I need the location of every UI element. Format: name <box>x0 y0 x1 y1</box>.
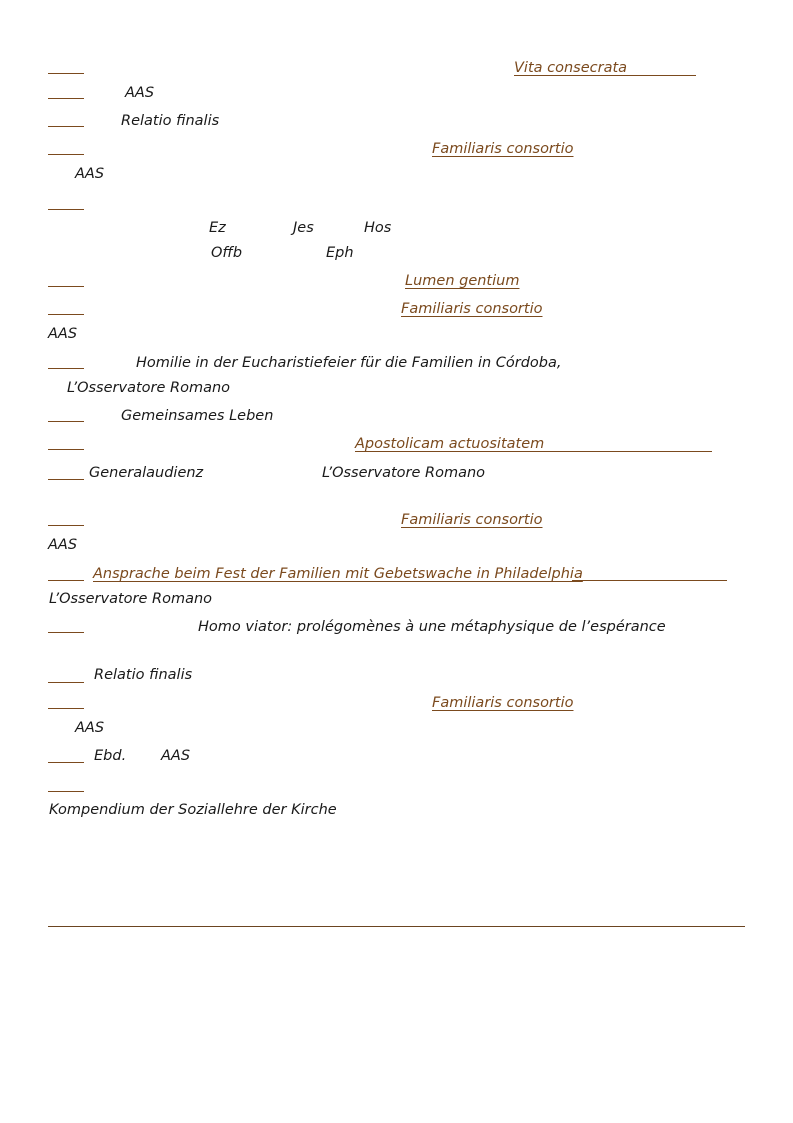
citation-title: Relatio finalis <box>94 667 193 683</box>
footnote-separator-rule <box>48 926 745 927</box>
link-underline-extension <box>572 580 727 581</box>
footnote-blank <box>48 154 84 155</box>
footnote-blank <box>48 209 84 210</box>
bible-book-offb: Offb <box>211 245 243 261</box>
ebd-reference: Ebd. <box>94 748 127 764</box>
footnote-blank <box>48 479 84 480</box>
footnote-blank <box>48 449 84 450</box>
citation-link-familiaris-consortio[interactable]: Familiaris consortio <box>401 301 543 317</box>
newspaper-source: L’Osservatore Romano <box>67 380 231 396</box>
bible-book-hos: Hos <box>364 220 392 236</box>
footnote-blank <box>48 73 84 74</box>
newspaper-source: L’Osservatore Romano <box>49 591 213 607</box>
aas-reference: AAS <box>75 720 105 736</box>
citation-link-familiaris-consortio[interactable]: Familiaris consortio <box>432 695 574 711</box>
footnote-blank <box>48 580 84 581</box>
footnote-blank <box>48 682 84 683</box>
footnote-blank <box>48 286 84 287</box>
bible-book-ez: Ez <box>209 220 226 236</box>
aas-reference: AAS <box>75 166 105 182</box>
footnote-blank <box>48 314 84 315</box>
aas-reference: AAS <box>48 326 78 342</box>
aas-reference: AAS <box>125 85 155 101</box>
footnote-blank <box>48 368 84 369</box>
citation-title: Kompendium der Soziallehre der Kirche <box>49 802 337 818</box>
citation-title: Generalaudienz <box>89 465 204 481</box>
link-underline-extension <box>624 75 696 76</box>
citation-title: Relatio finalis <box>121 113 220 129</box>
newspaper-source: L’Osservatore Romano <box>322 465 486 481</box>
footnote-blank <box>48 791 84 792</box>
footnote-blank <box>48 126 84 127</box>
bible-book-jes: Jes <box>293 220 314 236</box>
footnote-blank <box>48 421 84 422</box>
citation-link-lumen-gentium[interactable]: Lumen gentium <box>405 273 520 289</box>
footnote-blank <box>48 98 84 99</box>
citation-link-familiaris-consortio[interactable]: Familiaris consortio <box>432 141 574 157</box>
citation-title: Homo viator: prolégomènes à une métaphysique de l’espérance <box>198 619 666 635</box>
citation-link-vita-consecrata[interactable]: Vita consecrata <box>514 60 628 76</box>
citation-link-apostolicam-actuositatem[interactable]: Apostolicam actuositatem <box>355 436 545 452</box>
footnote-blank <box>48 762 84 763</box>
citation-title: Homilie in der Eucharistiefeier für die Familien in Córdoba, <box>136 355 562 371</box>
footnote-blank <box>48 708 84 709</box>
aas-reference: AAS <box>161 748 191 764</box>
footnote-blank <box>48 632 84 633</box>
citation-title: Gemeinsames Leben <box>121 408 274 424</box>
bible-book-eph: Eph <box>326 245 354 261</box>
citation-link-familiaris-consortio[interactable]: Familiaris consortio <box>401 512 543 528</box>
link-underline-extension <box>537 451 712 452</box>
footnote-blank <box>48 525 84 526</box>
aas-reference: AAS <box>48 537 78 553</box>
citation-link-ansprache-philadelphia[interactable]: Ansprache beim Fest der Familien mit Gebetswache in Philadelphia <box>93 566 583 582</box>
